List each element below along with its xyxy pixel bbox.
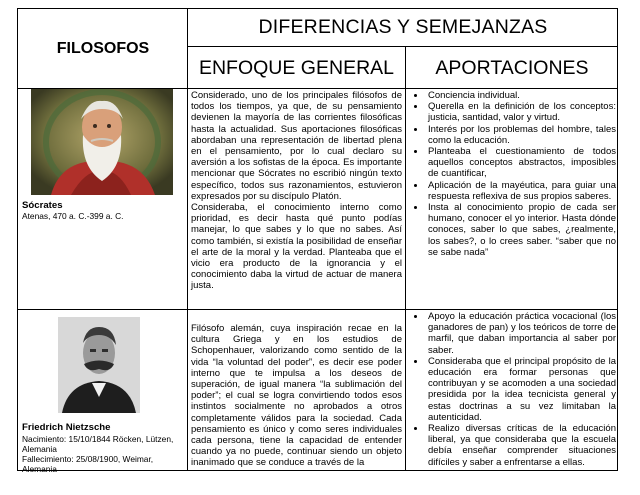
list-item: • Apoyo la educación práctica vocacional (los ganadores de pan) y los teóricos de torre de marfil, que daban importancia al saber por saber. bbox=[426, 311, 616, 356]
list-item: • Consideraba que el principal propósito de la educación era formar personas que contribuyan y se acomoden a una sociedad presidida por la idea tecnicista general y estas doctrinas a su vez limitaban la autenticidad. bbox=[426, 356, 616, 423]
list-item: • Conciencia individual. bbox=[426, 90, 616, 101]
birth-info: Nacimiento: 15/10/1844 Röcken, Lützen, Alemania bbox=[22, 434, 174, 454]
list-item: • Aplicación de la mayéutica, para guiar una respuesta reflexiva de sus propios saberes. bbox=[426, 180, 616, 202]
birth-info: Atenas, 470 a. C.-399 a. C. bbox=[22, 211, 124, 221]
socrates-image bbox=[31, 89, 173, 195]
aportaciones-header: APORTACIONES bbox=[435, 56, 589, 79]
row-divider bbox=[18, 309, 618, 310]
paragraph: Consideraba, el conocimiento interno como prioridad, es decir hasta qué punto podías manejar, lo que sabes y lo que no sabes. Así como también, si existía la posibilidad de enseñar el arte de la moral y la verdad. Planteaba que el vicio era producto de la ignorancia y el conocimiento daba la virtud de actuar de manera justa. bbox=[191, 202, 402, 292]
nietzsche-portrait bbox=[58, 317, 140, 413]
aportaciones-list-nietzsche bbox=[410, 311, 616, 468]
list-item: • Insta al conocimiento propio de cada ser humano, conocer el yo interior. Hasta dónde conoces, saber lo que sabes, ¿realmente, los sabes?, o lo crees saber. “saber que no se sabe nada” bbox=[426, 202, 616, 258]
philosopher-details bbox=[22, 211, 182, 221]
paragraph: Considerado, uno de los principales filósofos de todos los tiempos, ya que, de su pensamiento devienen la mayoría de las corrientes filosóficas hasta la actualidad. Sus aportaciones filosóficas abordaban una representación de libertad plena en el pensamiento, por lo cual declaro su aversión a los sofistas de la época. Es importante mencionar que Sócrates no escribió ningún texto específico, todos sus razonamientos, estuvieron expresados por su discípulo Platón. bbox=[191, 90, 402, 202]
list-item: • Realizo diversas críticas de la educación liberal, ya que consideraba que la escuela debía enseñar comprender situaciones difíciles y saber a enfrentarse a ellas. bbox=[426, 423, 616, 468]
enfoque-text-nietzsche bbox=[191, 323, 402, 469]
aportaciones-list-socrates bbox=[410, 90, 616, 258]
philosopher-name: Friedrich Nietzsche bbox=[22, 422, 111, 433]
enfoque-text-socrates bbox=[191, 90, 402, 292]
philosopher-details bbox=[22, 434, 182, 474]
nietzsche-image bbox=[58, 317, 140, 413]
list-item: • Interés por los problemas del hombre, tales como la educación. bbox=[426, 124, 616, 146]
column-divider bbox=[405, 46, 406, 470]
enfoque-header: ENFOQUE GENERAL bbox=[198, 56, 395, 79]
comparison-table bbox=[17, 8, 618, 474]
list-item: • Planteaba el cuestionamiento de todos aquellos conceptos abstractos, imposibles de cuantificar, bbox=[426, 146, 616, 180]
philosopher-name: Sócrates bbox=[22, 200, 63, 211]
socrates-portrait bbox=[31, 89, 173, 195]
main-title: DIFERENCIAS Y SEMEJANZAS bbox=[258, 16, 548, 38]
death-info: Fallecimiento: 25/08/1900, Weimar, Alemania bbox=[22, 454, 154, 474]
paragraph: Filósofo alemán, cuya inspiración recae en la cultura Griega y en los estudios de Schopenhauer, valorizando como sentido de la vida “la voluntad del poder”, es decir ese poder interno que te impulsa a los deseos de superación, de igual manera “la sublimación del poder”; el cual se logra convirtiendo todos esos instintos socialmente no aprobados a otros completamente válidos para la sociedad. Cada pensamiento es único y como seres individuales cada persona, tiene la capacidad de entender cuando ya no puede, continuar siendo un objeto inanimado que se conduce a través de la bbox=[191, 323, 402, 469]
list-item: • Querella en la definición de los conceptos: justicia, santidad, valor y virtud. bbox=[426, 101, 616, 123]
filosofos-header: FILOSOFOS bbox=[56, 40, 150, 57]
